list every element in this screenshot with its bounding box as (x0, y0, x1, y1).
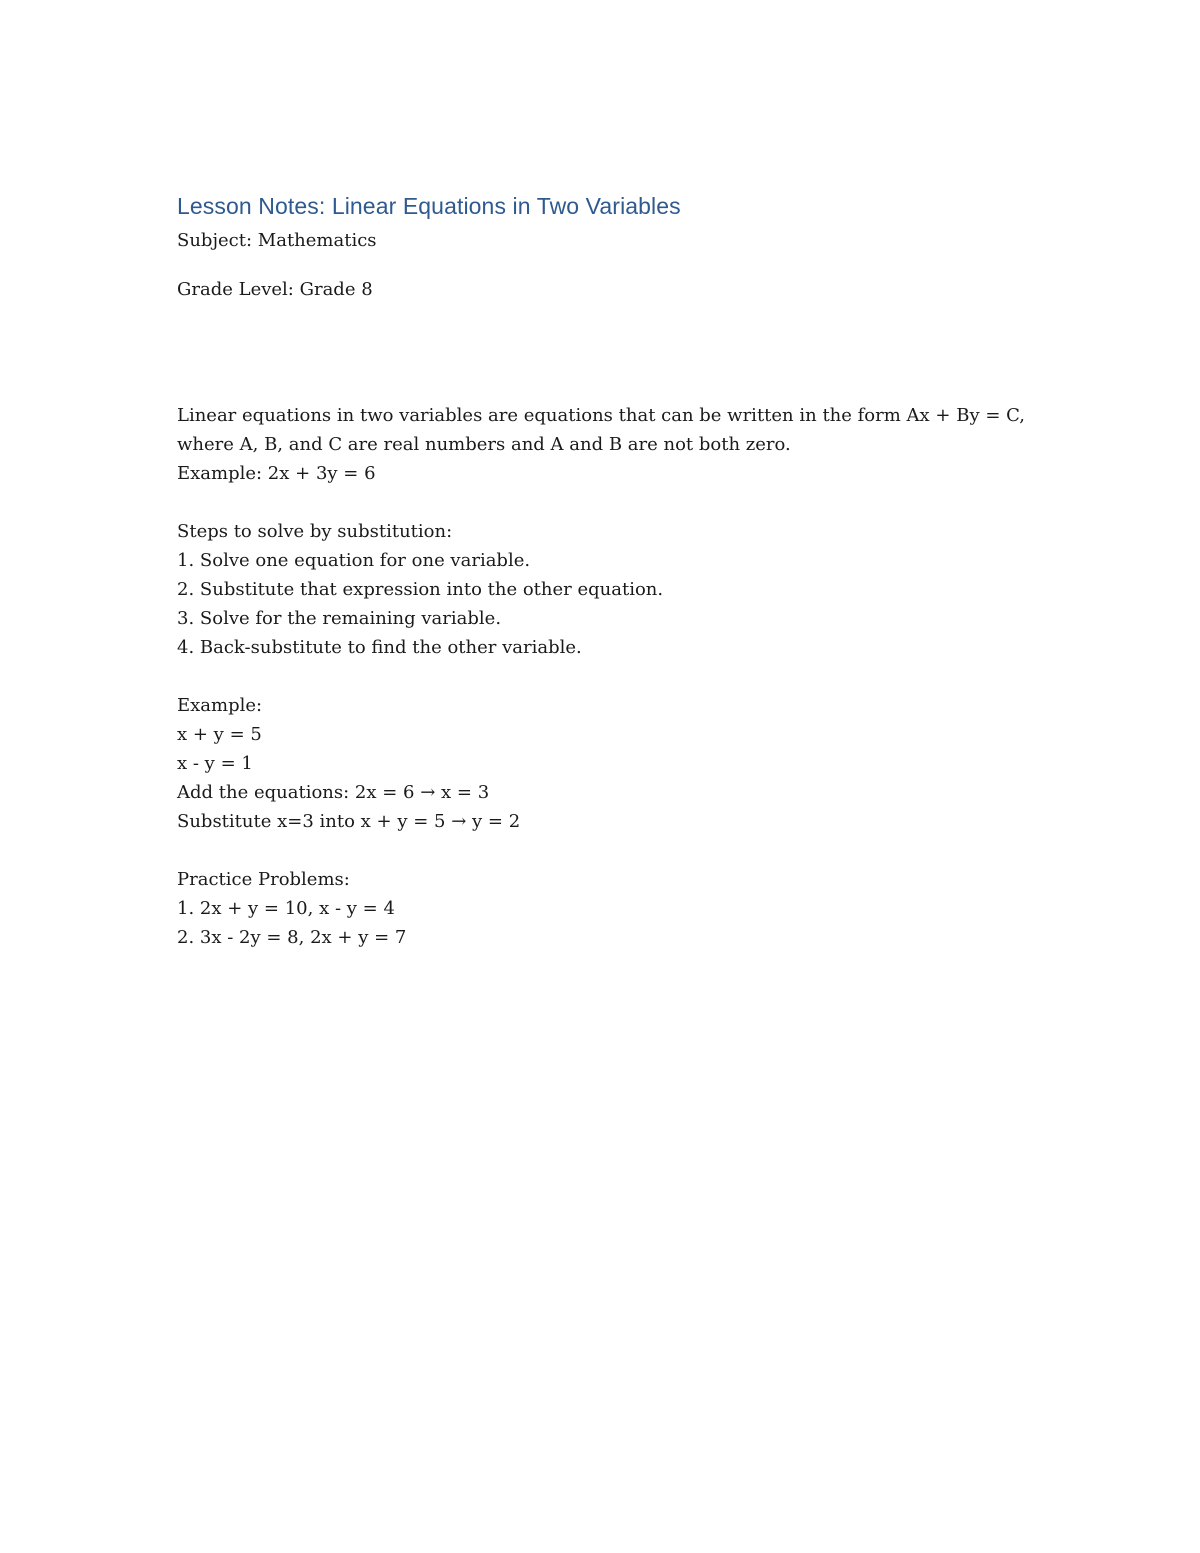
intro-line: where A, B, and C are real numbers and A and B are not both zero. (177, 434, 791, 455)
step-item: 3. Solve for the remaining variable. (177, 608, 502, 629)
example-line: Add the equations: 2x = 6 → x = 3 (177, 782, 490, 803)
steps-heading: Steps to solve by substitution: (177, 521, 453, 542)
practice-section (177, 865, 1037, 952)
practice-item: 2. 3x - 2y = 8, 2x + y = 7 (177, 927, 407, 948)
example-line: x - y = 1 (177, 753, 253, 774)
practice-heading: Practice Problems: (177, 869, 350, 890)
example-heading: Example: (177, 695, 263, 716)
blank-line (177, 662, 1037, 691)
grade-level-line: Grade Level: Grade 8 (177, 279, 373, 300)
steps-section (177, 517, 1037, 662)
step-item: 4. Back-substitute to find the other variable. (177, 637, 582, 658)
practice-item: 1. 2x + y = 10, x - y = 4 (177, 898, 395, 919)
lesson-body (177, 401, 1037, 952)
intro-line: Linear equations in two variables are equations that can be written in the form Ax + By = C, (177, 405, 1025, 426)
example-line: x + y = 5 (177, 724, 262, 745)
example-line: Substitute x=3 into x + y = 5 → y = 2 (177, 811, 521, 832)
intro-example: Example: 2x + 3y = 6 (177, 463, 376, 484)
step-item: 1. Solve one equation for one variable. (177, 550, 531, 571)
intro-section (177, 401, 1037, 488)
worked-example-section (177, 691, 1037, 836)
document-content (177, 190, 1037, 952)
document-title: Lesson Notes: Linear Equations in Two Variables (177, 193, 681, 219)
subject-line: Subject: Mathematics (177, 230, 377, 251)
blank-line (177, 488, 1037, 517)
blank-line (177, 836, 1037, 865)
step-item: 2. Substitute that expression into the other equation. (177, 579, 664, 600)
